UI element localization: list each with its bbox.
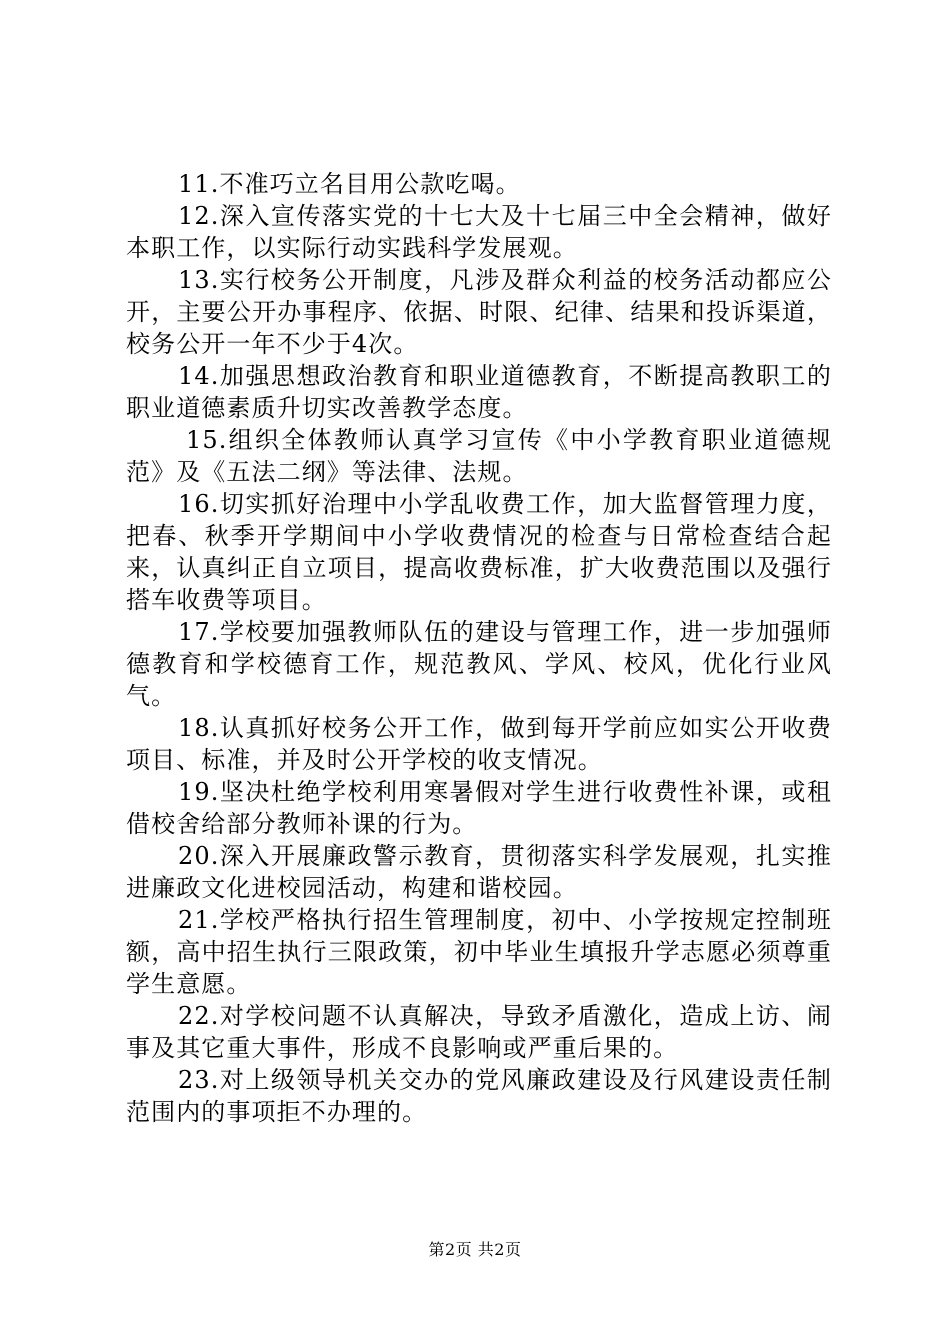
paragraph-15: 15.组织全体教师认真学习宣传《中小学教育职业道德规范》及《五法二纲》等法律、法规。 bbox=[126, 426, 832, 486]
paragraph-18: 18.认真抓好校务公开工作，做到每开学前应如实公开收费项目、标准，并及时公开学校的收支情况。 bbox=[126, 714, 832, 774]
paragraph-22: 22.对学校问题不认真解决，导致矛盾激化，造成上访、闹事及其它重大事件，形成不良影响或严重后果的。 bbox=[126, 1002, 832, 1062]
paragraph-12: 12.深入宣传落实党的十七大及十七届三中全会精神，做好本职工作，以实际行动实践科学发展观。 bbox=[126, 202, 832, 262]
paragraph-21: 21.学校严格执行招生管理制度，初中、小学按规定控制班额，高中招生执行三限政策，初中毕业生填报升学志愿必须尊重学生意愿。 bbox=[126, 906, 832, 998]
document-body bbox=[126, 168, 832, 1128]
paragraph-11: 11.不准巧立名目用公款吃喝。 bbox=[178, 170, 521, 198]
page-number-footer: 第2页 共2页 bbox=[428, 1240, 522, 1259]
paragraph-23: 23.对上级领导机关交办的党风廉政建设及行风建设责任制范围内的事项拒不办理的。 bbox=[126, 1066, 832, 1126]
paragraph-14: 14.加强思想政治教育和职业道德教育，不断提高教职工的职业道德素质升切实改善教学态度。 bbox=[126, 362, 832, 422]
paragraph-17: 17.学校要加强教师队伍的建设与管理工作，进一步加强师德教育和学校德育工作，规范教风、学风、校风，优化行业风气。 bbox=[126, 618, 832, 710]
paragraph-19: 19.坚决杜绝学校利用寒暑假对学生进行收费性补课，或租借校舍给部分教师补课的行为。 bbox=[126, 778, 832, 838]
paragraph-16: 16.切实抓好治理中小学乱收费工作，加大监督管理力度，把春、秋季开学期间中小学收费情况的检查与日常检查结合起来，认真纠正自立项目，提高收费标准，扩大收费范围以及强行搭车收费等项目。 bbox=[126, 490, 832, 614]
paragraph-13: 13.实行校务公开制度，凡涉及群众利益的校务活动都应公开，主要公开办事程序、依据、时限、纪律、结果和投诉渠道，校务公开一年不少于4次。 bbox=[126, 266, 832, 358]
paragraph-20: 20.深入开展廉政警示教育，贯彻落实科学发展观，扎实推进廉政文化进校园活动，构建和谐校园。 bbox=[126, 842, 832, 902]
